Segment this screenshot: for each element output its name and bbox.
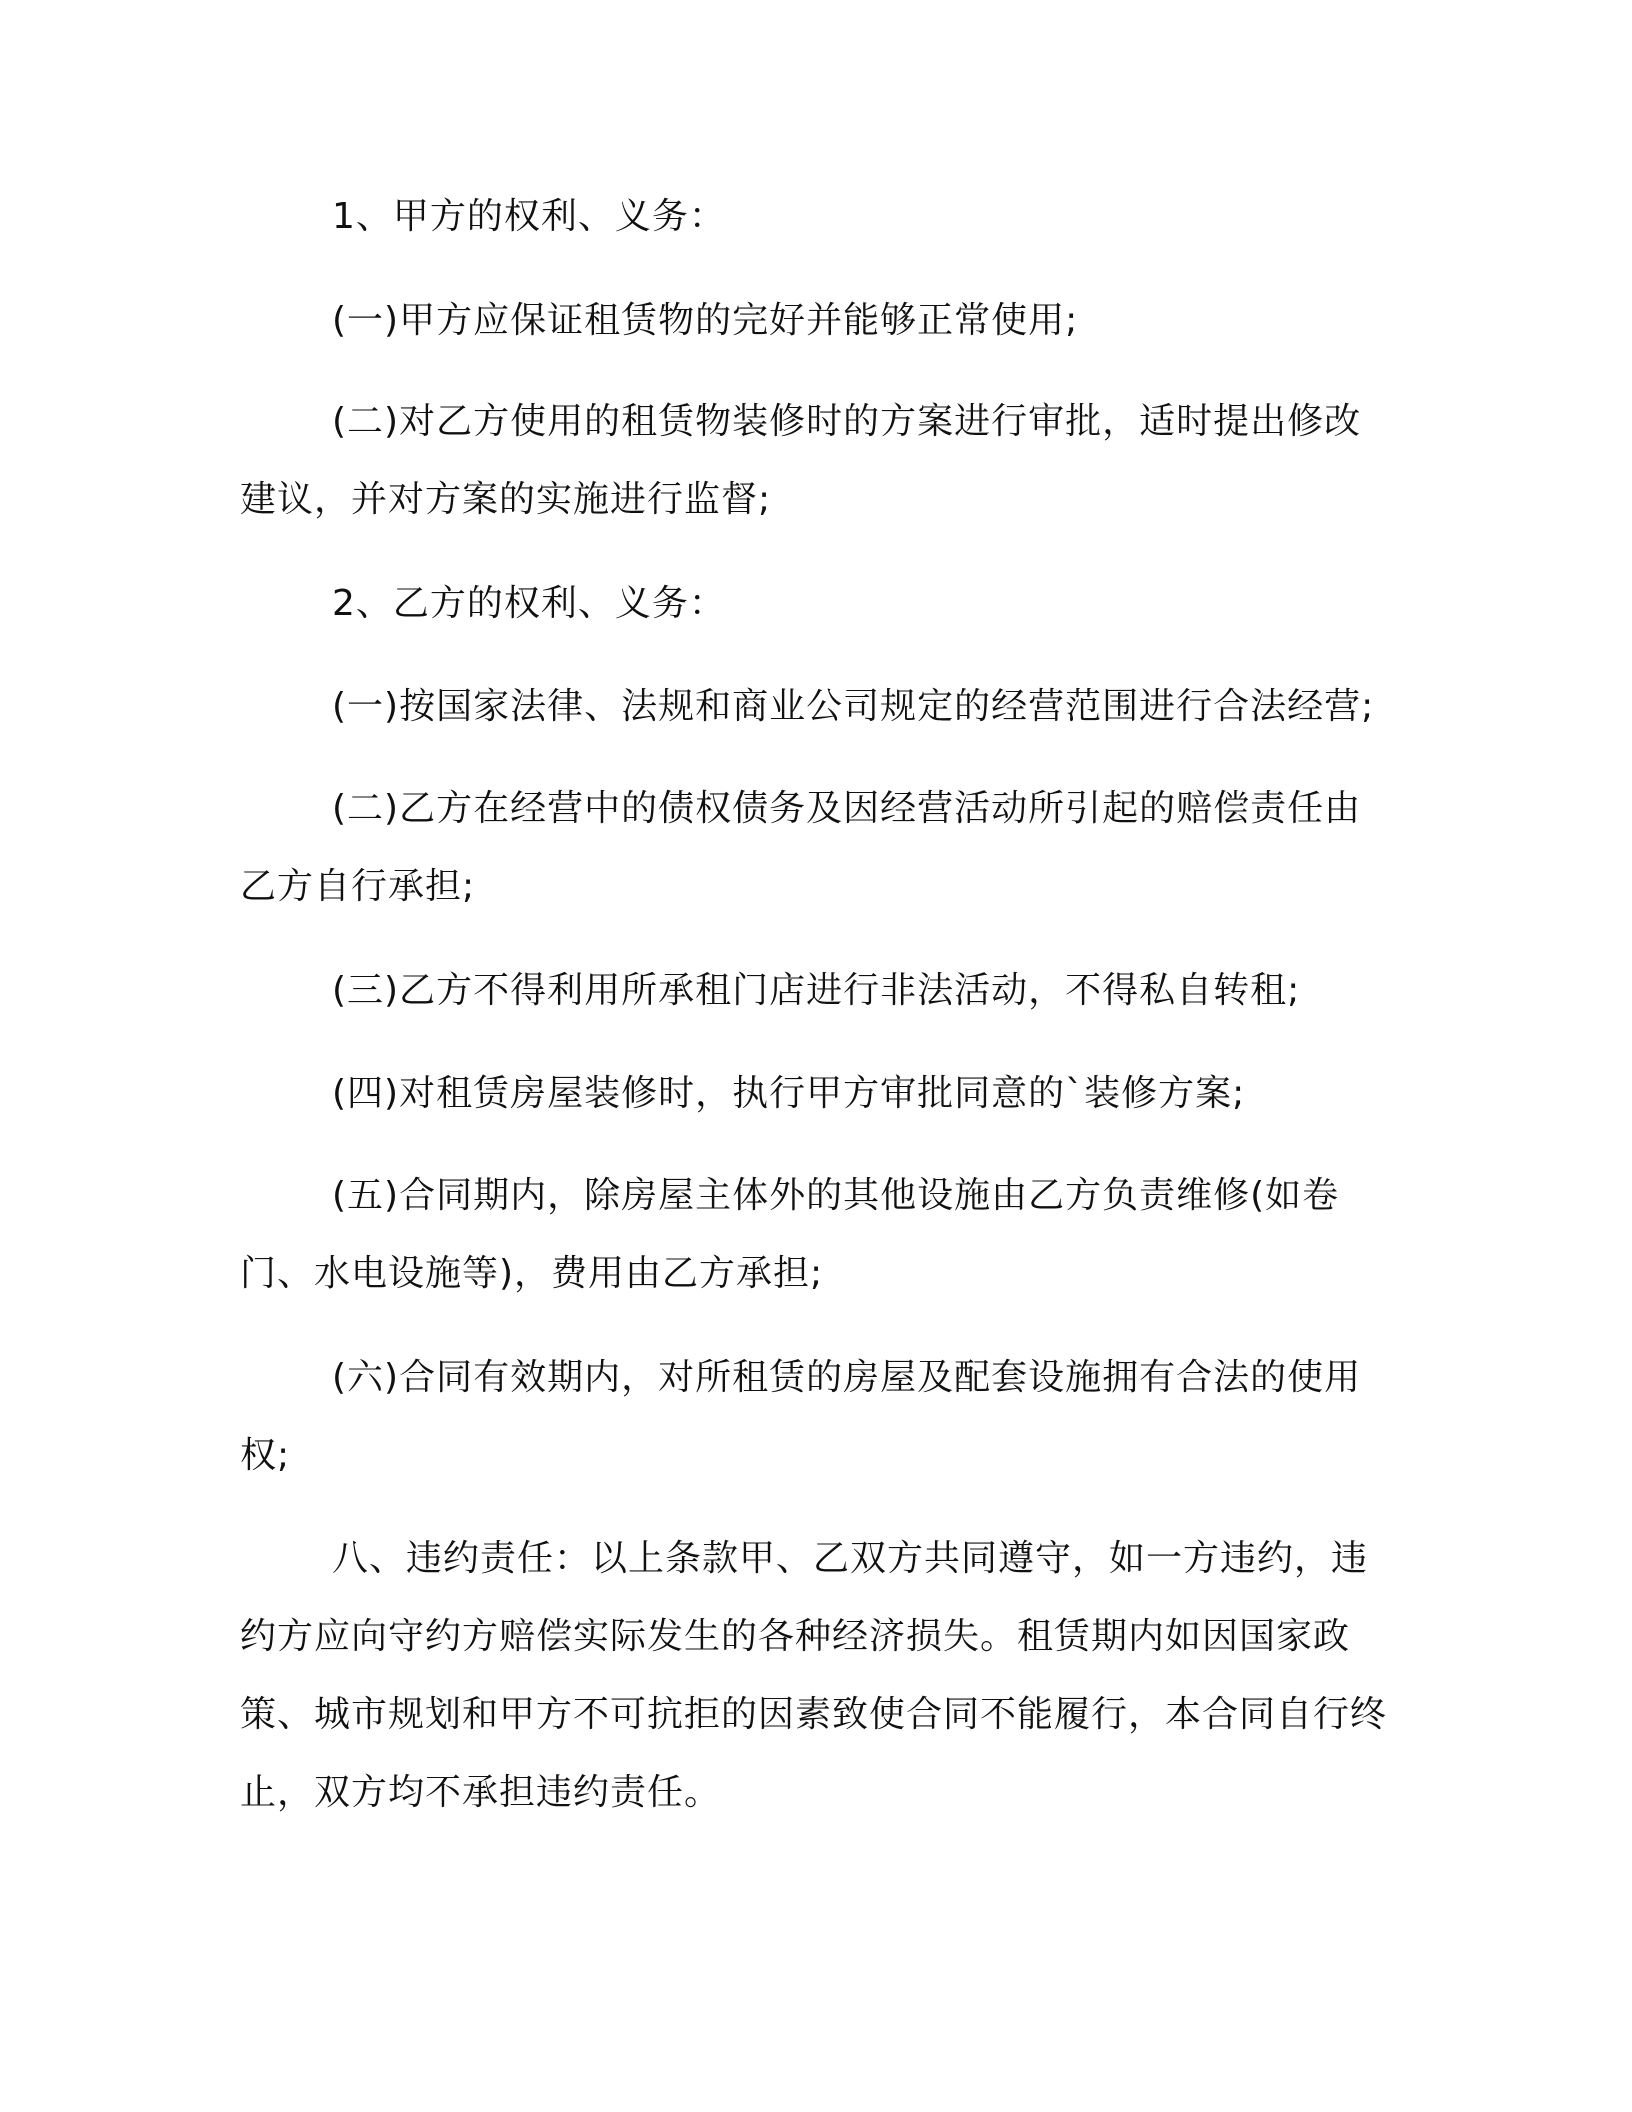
party-a-clause-2: (二)对乙方使用的租赁物装修时的方案进行审批，适时提出修改建议，并对方案的实施进行监督;: [240, 401, 1362, 520]
party-b-clause-1: (一)按国家法律、法规和商业公司规定的经营范围进行合法经营;: [332, 686, 1375, 727]
breach-liability-clause: 八、违约责任：以上条款甲、乙双方共同遵守，如一方违约，违约方应向守约方赔偿实际发生的各种经济损失。租赁期内如因国家政策、城市规划和甲方不可抗拒的因素致使合同不能履行，本合同自行终止，双方均不承担违约责任。: [240, 1538, 1388, 1813]
party-b-clause-3: (三)乙方不得利用所承租门店进行非法活动，不得私自转租;: [332, 970, 1301, 1011]
party-b-clause-5: (五)合同期内，除房屋主体外的其他设施由乙方负责维修(如卷门、水电设施等)，费用由乙方承担;: [240, 1175, 1340, 1294]
party-a-clause-1: (一)甲方应保证租赁物的完好并能够正常使用;: [332, 300, 1079, 341]
party-b-clause-4: (四)对租赁房屋装修时，执行甲方审批同意的`装修方案;: [332, 1073, 1246, 1114]
party-b-clause-6: (六)合同有效期内，对所租赁的房屋及配套设施拥有合法的使用权;: [240, 1357, 1362, 1476]
party-b-rights-heading: 2、乙方的权利、义务：: [332, 583, 726, 624]
party-b-clause-2: (二)乙方在经营中的债权债务及因经营活动所引起的赔偿责任由乙方自行承担;: [240, 788, 1362, 907]
party-a-rights-heading: 1、甲方的权利、义务：: [332, 196, 726, 237]
